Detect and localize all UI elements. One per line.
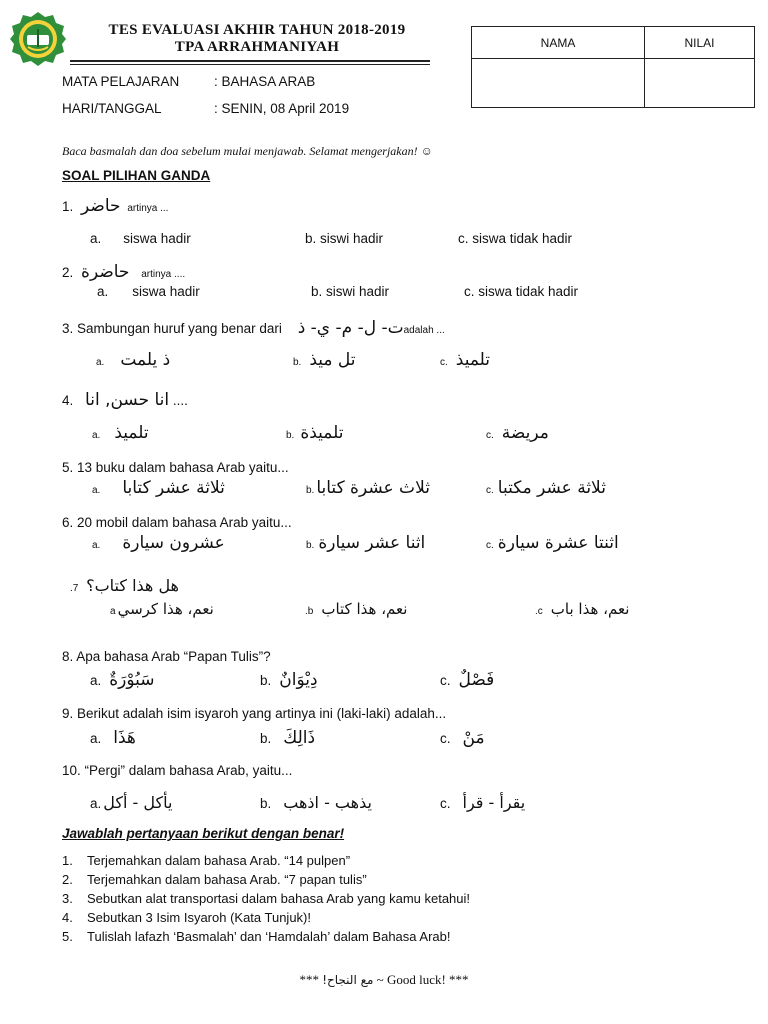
q10-option-c[interactable]: c. يقرأ - قرأ <box>440 793 526 812</box>
q6-option-a[interactable]: a. عشرون سيارة <box>92 533 225 553</box>
question-10: 10. “Pergi” dalam bahasa Arab, yaitu... <box>62 763 293 778</box>
header-rule-bottom <box>70 64 430 65</box>
q6-option-c[interactable]: c. اثنتا عشرة سيارة <box>486 533 619 553</box>
q2-option-a[interactable]: a. siswa hadir <box>97 284 200 299</box>
name-header: NAMA <box>472 27 645 59</box>
footer-left-stars: *** <box>299 972 319 987</box>
q3-option-a[interactable]: a. ذ يلمت <box>96 350 171 370</box>
q2-option-c[interactable]: c. siswa tidak hadir <box>464 284 579 299</box>
q9-option-a[interactable]: a. هَذَا <box>90 728 136 748</box>
date-label: HARI/TANGGAL <box>62 101 162 116</box>
q2-option-b[interactable]: b. siswi hadir <box>311 284 390 299</box>
q8-option-c[interactable]: c. فَصْلٌ <box>440 670 495 690</box>
q1-option-c[interactable]: c. siswa tidak hadir <box>458 231 573 246</box>
q4-option-c[interactable]: c. مريضة <box>486 423 549 443</box>
question-9: 9. Berikut adalah isim isyaroh yang artinya ini (laki-laki) adalah... <box>62 706 447 721</box>
instruction-text: Baca basmalah dan doa sebelum mulai menjawab. Selamat mengerjakan! ☺ <box>62 144 433 158</box>
q4-option-a[interactable]: a. تلميذ <box>92 423 149 443</box>
question-6: 6. 20 mobil dalam bahasa Arab yaitu... <box>62 515 292 530</box>
q4-option-b[interactable]: b. تلميذة <box>286 423 344 443</box>
question-4 <box>62 390 188 410</box>
q7-option-c[interactable]: .c نعم، هذا باب <box>535 600 630 618</box>
q6-option-b[interactable]: b. اثنا عشر سيارة <box>306 533 426 553</box>
score-header: NILAI <box>645 27 755 59</box>
q2-suffix: artinya .... <box>141 269 186 280</box>
question-1 <box>62 196 168 216</box>
footer-arabic: مع النجاح! <box>322 973 374 987</box>
q8-option-b[interactable]: b. دِيْوَانٌ <box>260 670 318 690</box>
question-7 <box>70 576 179 595</box>
q8-option-a[interactable]: a. سَبُوْرَةٌ <box>90 670 155 690</box>
q10-option-b[interactable]: b. يذهب - اذهب <box>260 793 372 812</box>
subject-value: : BAHASA ARAB <box>214 74 316 89</box>
school-name: TPA ARRAHMANIYAH <box>174 39 340 55</box>
q7-number: .7 <box>70 583 79 594</box>
school-logo <box>10 11 66 67</box>
q4-arabic: انا حسن, انا <box>85 390 170 410</box>
q9-option-c[interactable]: c. مَنْ <box>440 728 485 748</box>
name-cell[interactable] <box>472 59 645 108</box>
essay-list <box>62 853 470 948</box>
q9-option-b[interactable]: b. ذَالِكَ <box>260 728 316 748</box>
q7-option-b[interactable]: .b نعم، هذا كتاب <box>305 600 408 618</box>
essay-item-1: 1. Terjemahkan dalam bahasa Arab. “14 pulpen” <box>62 853 351 868</box>
exam-title: TES EVALUASI AKHIR TAHUN 2018-2019 <box>108 22 406 38</box>
q2-number: 2. <box>62 265 74 280</box>
header-rule-top <box>70 60 430 62</box>
section-essay-title: Jawablah pertanyaan berikut dengan benar! <box>62 826 345 841</box>
q4-number: 4. <box>62 393 74 408</box>
name-score-table <box>471 26 755 108</box>
subject-label: MATA PELAJARAN <box>62 74 180 89</box>
q5-option-b[interactable]: b. ثلاث عشرة كتابا <box>306 478 430 498</box>
q5-option-c[interactable]: c. ثلاثة عشر مكتبا <box>486 478 606 498</box>
q1-suffix: artinya ... <box>127 203 169 214</box>
essay-item-3: 3. Sebutkan alat transportasi dalam bahasa Arab yang kamu ketahui! <box>62 891 471 906</box>
q3-option-b[interactable]: b. تل ميذ <box>293 350 356 370</box>
q5-option-a[interactable]: a. ثلاثة عشر كتابا <box>92 478 225 498</box>
q2-arabic: حاضرة <box>81 262 130 282</box>
essay-item-2: 2. Terjemahkan dalam bahasa Arab. “7 papan tulis” <box>62 872 367 887</box>
essay-item-4: 4. Sebutkan 3 Isim Isyaroh (Kata Tunjuk)! <box>62 910 311 925</box>
question-2 <box>62 262 185 282</box>
q1-option-b[interactable]: b. siswi hadir <box>305 231 384 246</box>
essay-item-5: 5. Tulislah lafazh ‘Basmalah’ dan ‘Hamdalah’ dalam Bahasa Arab! <box>62 929 451 944</box>
section-multiple-choice-title: SOAL PILIHAN GANDA <box>62 168 211 183</box>
q7-arabic: هل هذا كتاب؟ <box>86 576 179 595</box>
q1-number: 1. <box>62 199 74 214</box>
footer-goodluck: ~ Good luck! <box>376 972 446 987</box>
q3-option-c[interactable]: c. تلميذ <box>440 350 491 370</box>
q3-text: Sambungan huruf yang benar dari <box>77 321 282 336</box>
footer-right-stars: *** <box>449 972 469 987</box>
q3-suffix: adalah ... <box>403 325 445 336</box>
footer-text <box>0 972 768 988</box>
score-cell[interactable] <box>645 59 755 108</box>
q3-arabic: ت- ل- م- ي- ذ <box>297 318 404 338</box>
q1-option-a[interactable]: a. siswa hadir <box>90 231 191 246</box>
question-5: 5. 13 buku dalam bahasa Arab yaitu... <box>62 460 289 475</box>
question-8: 8. Apa bahasa Arab “Papan Tulis”? <box>62 649 271 664</box>
q4-suffix: .... <box>172 393 188 408</box>
q3-number: 3. <box>62 321 74 336</box>
tpa-logo-emblem-icon <box>10 11 66 67</box>
q7-option-a[interactable]: a نعم، هذا كرسي <box>110 600 214 618</box>
question-3 <box>62 318 445 338</box>
q1-arabic: حاضر <box>81 196 121 216</box>
q10-option-a[interactable]: a. يأكل - أكل <box>90 793 173 812</box>
date-value: : SENIN, 08 April 2019 <box>214 101 350 116</box>
